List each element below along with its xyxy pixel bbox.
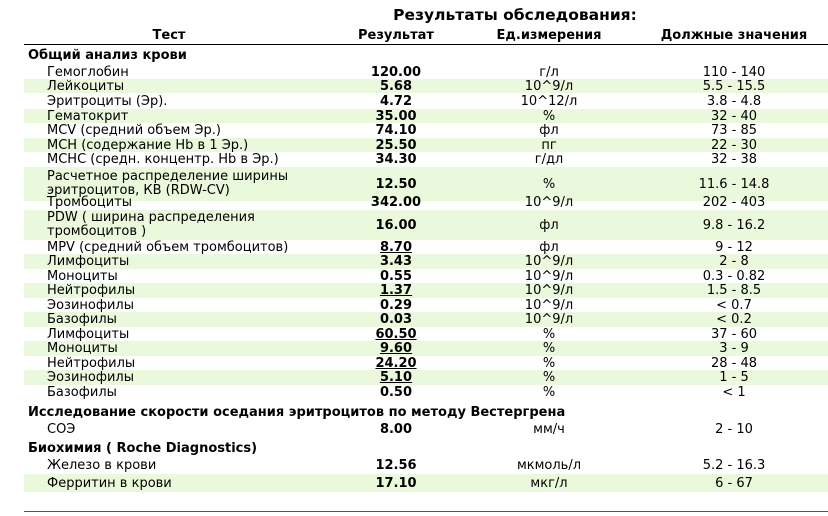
unit: 10^9/л bbox=[524, 195, 574, 210]
unit: 10^9/л bbox=[524, 283, 574, 298]
result-value-text: 3.43 bbox=[379, 254, 413, 269]
test-name: MCV (средний объем Эр.) bbox=[47, 123, 221, 138]
unit: мкмоль/л bbox=[516, 457, 582, 473]
table-row bbox=[24, 312, 828, 327]
result-value bbox=[306, 312, 486, 327]
result-value-text: 9.60 bbox=[379, 341, 413, 356]
unit: 10^9/л bbox=[524, 312, 574, 327]
test-name: Эритроциты (Эр). bbox=[47, 94, 168, 109]
unit: фл bbox=[539, 239, 559, 255]
table-row bbox=[24, 123, 828, 138]
reference-range: 3 - 9 bbox=[719, 341, 749, 356]
reference-range: < 0.7 bbox=[716, 297, 752, 313]
unit: 10^9/л bbox=[524, 254, 574, 269]
table-row bbox=[24, 474, 828, 492]
table-row bbox=[24, 65, 828, 79]
result-value bbox=[306, 195, 486, 210]
table-row bbox=[24, 254, 828, 269]
result-value bbox=[306, 385, 486, 399]
unit: % bbox=[542, 326, 556, 342]
reference-range: 9.8 - 16.2 bbox=[702, 217, 766, 233]
section-title: Общий анализ крови bbox=[28, 48, 187, 63]
unit: % bbox=[542, 341, 556, 356]
table-row bbox=[24, 109, 828, 123]
result-value-text: 60.50 bbox=[375, 326, 417, 342]
table-row bbox=[24, 152, 828, 167]
result-value-text: 24.20 bbox=[375, 355, 417, 371]
test-name: Базофилы bbox=[47, 312, 117, 327]
result-value-text: 25.50 bbox=[375, 137, 417, 153]
result-value bbox=[306, 138, 486, 152]
result-value-text: 5.68 bbox=[379, 78, 413, 94]
test-name: Расчетное распределение ширины эритроцитов, КВ (RDW-CV) bbox=[47, 169, 289, 198]
result-value-text: 0.03 bbox=[379, 312, 413, 327]
result-value-text: 5.10 bbox=[379, 370, 413, 385]
reference-range: 37 - 60 bbox=[710, 326, 758, 342]
test-name: Нейтрофилы bbox=[47, 355, 136, 371]
result-value-text: 17.10 bbox=[375, 475, 417, 491]
result-value bbox=[306, 341, 486, 356]
reference-range: 5.5 - 15.5 bbox=[702, 78, 766, 94]
result-value bbox=[306, 210, 486, 240]
reference-range: < 0.2 bbox=[716, 312, 752, 327]
table-row bbox=[24, 240, 828, 254]
result-value bbox=[306, 240, 486, 254]
column-header-test: Тест bbox=[152, 28, 186, 43]
column-header-result: Результат bbox=[358, 28, 434, 43]
reference-range: 1.5 - 8.5 bbox=[706, 283, 762, 298]
reference-range: 22 - 30 bbox=[710, 137, 758, 153]
result-value bbox=[306, 109, 486, 123]
table-row bbox=[24, 195, 828, 210]
table-row bbox=[24, 283, 828, 298]
table-row bbox=[24, 94, 828, 109]
result-value bbox=[306, 152, 486, 167]
test-name: Ферритин в крови bbox=[47, 475, 172, 491]
result-value bbox=[306, 65, 486, 79]
test-name: Эозинофилы bbox=[47, 297, 134, 313]
test-name: Железо в крови bbox=[47, 457, 157, 473]
result-value-text: 4.72 bbox=[379, 94, 413, 109]
unit: 10^9/л bbox=[524, 268, 574, 284]
test-name: MCHC (средн. концентр. Hb в Эр.) bbox=[47, 152, 279, 167]
reference-range: 110 - 140 bbox=[702, 64, 766, 80]
result-value-text: 16.00 bbox=[375, 217, 417, 233]
table-row bbox=[24, 356, 828, 370]
unit: % bbox=[542, 355, 556, 371]
unit: г/дл bbox=[534, 152, 564, 167]
reference-range: 2 - 8 bbox=[719, 254, 749, 269]
unit: % bbox=[542, 108, 556, 124]
result-value bbox=[306, 456, 486, 474]
test-name: Лимфоциты bbox=[47, 254, 130, 269]
unit: 10^9/л bbox=[524, 78, 574, 94]
test-name: Нейтрофилы bbox=[47, 283, 136, 298]
result-value-text: 8.00 bbox=[379, 422, 413, 437]
unit: % bbox=[542, 384, 556, 400]
result-value-text: 0.29 bbox=[379, 297, 413, 313]
unit: фл bbox=[539, 123, 559, 138]
result-value-text: 342.00 bbox=[370, 195, 422, 210]
test-name: Моноциты bbox=[47, 268, 118, 284]
result-value-text: 12.50 bbox=[375, 176, 417, 192]
unit: 10^9/л bbox=[524, 297, 574, 313]
result-value-text: 12.56 bbox=[375, 457, 417, 473]
unit: % bbox=[542, 370, 556, 385]
reference-range: 6 - 67 bbox=[715, 475, 753, 491]
unit: % bbox=[542, 176, 556, 192]
result-value bbox=[306, 283, 486, 298]
test-name: СОЭ bbox=[47, 422, 76, 437]
reference-range: 9 - 12 bbox=[715, 239, 753, 255]
result-value bbox=[306, 370, 486, 385]
reference-range: 28 - 48 bbox=[710, 355, 758, 371]
result-value-text: 0.55 bbox=[379, 268, 413, 284]
test-name: Лимфоциты bbox=[47, 326, 130, 342]
table-row bbox=[24, 370, 828, 385]
unit: г/л bbox=[539, 64, 559, 80]
section-title: Биохимия ( Roche Diagnostics) bbox=[28, 441, 258, 456]
result-value bbox=[306, 269, 486, 283]
unit: мм/ч bbox=[533, 422, 565, 437]
reference-range: 202 - 403 bbox=[702, 195, 766, 210]
unit: мкг/л bbox=[530, 475, 568, 491]
result-value-text: 120.00 bbox=[370, 64, 422, 80]
test-name: PDW ( ширина распределения тромбоцитов ) bbox=[47, 210, 255, 239]
result-value bbox=[306, 474, 486, 492]
test-name: Эозинофилы bbox=[47, 370, 134, 385]
result-value bbox=[306, 79, 486, 93]
table-row bbox=[24, 269, 828, 283]
result-value-text: 35.00 bbox=[375, 108, 417, 124]
table-row bbox=[24, 210, 828, 240]
section-title: Исследование скорости оседания эритроцитов по методу Вестергрена bbox=[28, 405, 566, 420]
column-header-reference: Должные значения bbox=[660, 28, 808, 43]
test-name: MPV (средний объем тромбоцитов) bbox=[47, 239, 289, 255]
result-value bbox=[306, 94, 486, 109]
table-row bbox=[24, 341, 828, 356]
result-value-text: 8.70 bbox=[379, 239, 413, 255]
result-value bbox=[306, 123, 486, 138]
table-row bbox=[24, 327, 828, 341]
reference-range: 0.3 - 0.82 bbox=[702, 268, 766, 284]
result-value-text: 0.50 bbox=[379, 384, 413, 400]
result-value-text: 34.30 bbox=[375, 152, 417, 167]
bottom-divider bbox=[24, 511, 828, 512]
test-name: Базофилы bbox=[47, 384, 117, 400]
result-value bbox=[306, 420, 486, 439]
test-name: MCH (содержание Hb в 1 Эр.) bbox=[47, 137, 249, 153]
result-value bbox=[306, 356, 486, 370]
result-value-text: 74.10 bbox=[375, 123, 417, 138]
table-row bbox=[24, 456, 828, 474]
table-row bbox=[24, 298, 828, 312]
test-name: Моноциты bbox=[47, 341, 118, 356]
test-name: Гематокрит bbox=[47, 108, 129, 124]
reference-range: < 1 bbox=[722, 384, 746, 400]
table-row bbox=[24, 420, 828, 439]
reference-range: 3.8 - 4.8 bbox=[706, 94, 762, 109]
unit: 10^12/л bbox=[520, 94, 578, 109]
reference-range: 73 - 85 bbox=[710, 123, 758, 138]
table-row bbox=[24, 79, 828, 93]
reference-range: 32 - 38 bbox=[710, 152, 758, 167]
reference-range: 5.2 - 16.3 bbox=[702, 457, 766, 473]
table-row bbox=[24, 385, 828, 399]
reference-range: 2 - 10 bbox=[715, 422, 753, 437]
reference-range: 11.6 - 14.8 bbox=[698, 176, 770, 192]
test-name: Гемоглобин bbox=[47, 64, 129, 80]
table-row bbox=[24, 138, 828, 152]
result-value bbox=[306, 298, 486, 312]
result-value bbox=[306, 327, 486, 341]
column-header-unit: Ед.измерения bbox=[496, 28, 602, 43]
test-name: Тромбоциты bbox=[47, 195, 133, 210]
result-value bbox=[306, 254, 486, 269]
test-name: Лейкоциты bbox=[47, 78, 125, 94]
reference-range: 32 - 40 bbox=[710, 108, 758, 124]
reference-range: 1 - 5 bbox=[719, 370, 749, 385]
result-value-text: 1.37 bbox=[379, 283, 413, 298]
unit: фл bbox=[539, 217, 559, 233]
page-title: Результаты обследования: bbox=[393, 6, 637, 24]
unit: пг bbox=[541, 137, 557, 153]
